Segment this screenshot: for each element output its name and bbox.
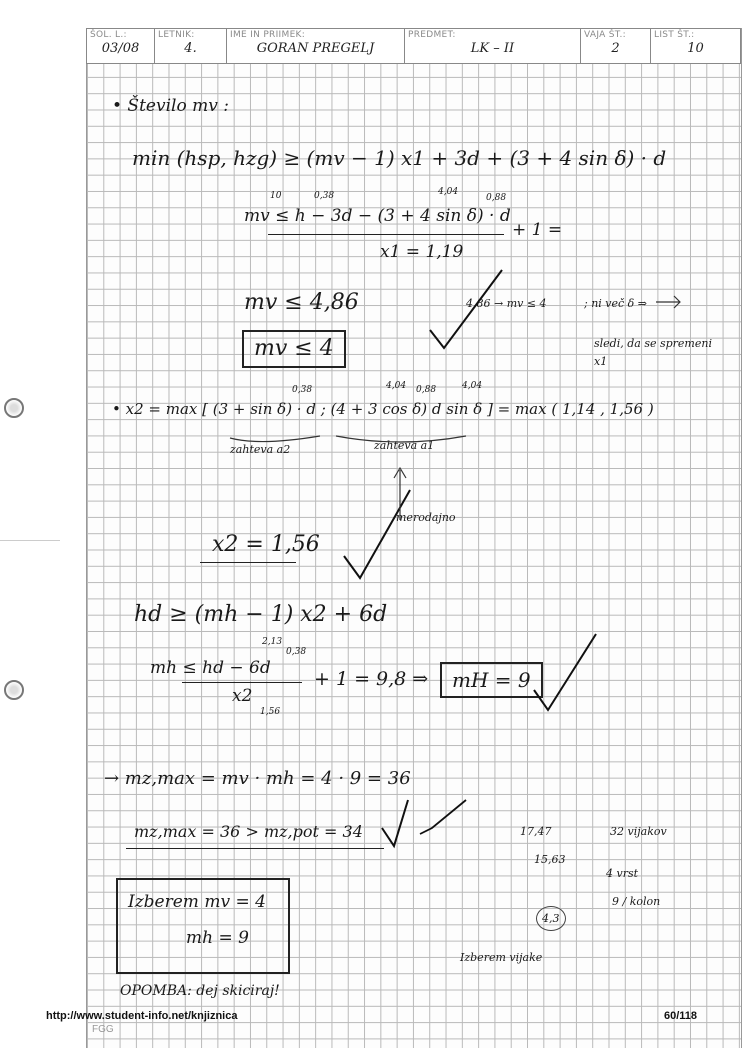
note-mv-side-2: sledi, da se spremeni — [594, 337, 712, 350]
header-value-vaja: 2 — [611, 41, 620, 56]
note-choose-bolts: Izberem vijake — [460, 951, 543, 964]
note-heading-mv: • Število mv : — [112, 96, 229, 116]
header-label-predmet: PREDMET: — [408, 30, 456, 40]
note-mv-side-3: x1 — [594, 355, 608, 368]
header-cell-list — [651, 29, 741, 64]
header-label-list: LIST ŠT.: — [654, 30, 695, 40]
note-rows: 4 vrst — [606, 867, 639, 880]
note-x2-governing: merodajno — [396, 511, 456, 524]
note-sup-1: 10 — [270, 191, 282, 201]
note-x2-requirement-a1: zahteva a1 — [374, 439, 435, 452]
header-label-ime: IME IN PRIIMEK: — [230, 30, 306, 40]
note-selection-mv: Izberem mv = 4 — [128, 892, 266, 912]
fold-mark — [0, 540, 60, 541]
form-header — [86, 28, 741, 64]
footer-org: FGG — [92, 1024, 114, 1035]
boxed-selection — [116, 878, 290, 974]
note-x2-sup-3: 0,88 — [416, 385, 437, 395]
note-mh-sup-1: 2,13 — [262, 637, 283, 647]
note-mv-result: mv ≤ 4,86 — [244, 290, 359, 315]
note-inequality-mh: hd ≥ (mh − 1) x2 + 6d — [134, 602, 388, 627]
note-x2-sup-2: 4,04 — [386, 381, 407, 391]
note-x2-max-expression: • x2 = max [ (3 + sin δ) · d ; (4 + 3 cos δ) d sin δ ] = max ( 1,14 , 1,56 ) — [112, 400, 654, 418]
header-cell-predmet — [405, 29, 581, 64]
underline-x2 — [200, 562, 296, 563]
header-cell-vaja — [581, 29, 651, 64]
note-remark: OPOMBA: dej skiciraj! — [120, 983, 280, 999]
note-columns: 9 / kolon — [612, 895, 661, 908]
note-x2-requirement-a2: zahteva a2 — [230, 443, 291, 456]
note-side-value-2: 15,63 — [534, 853, 566, 866]
fraction-bar-1 — [268, 234, 504, 235]
note-sup-3: 4,04 — [438, 187, 459, 197]
note-mh-denominator: x2 — [232, 686, 253, 706]
note-x2-sup-4: 4,04 — [462, 381, 483, 391]
note-selection-mh: mh = 9 — [186, 928, 249, 948]
note-x1-value: x1 = 1,19 — [380, 242, 464, 262]
footer-url[interactable]: http://www.student-info.net/knjiznica — [46, 1010, 238, 1022]
header-value-letnik: 4. — [184, 41, 197, 56]
note-x2-sup-1: 0,38 — [292, 385, 313, 395]
note-mh-denominator-value: 1,56 — [260, 707, 281, 717]
footer-page-number: 60/118 — [664, 1010, 698, 1022]
header-value-sol: 03/08 — [101, 41, 140, 56]
header-cell-letnik — [155, 29, 227, 64]
note-mv-fraction-numerator: mv ≤ h − 3d − (3 + 4 sin δ) · d — [244, 206, 511, 226]
header-label-sol: ŠOL. L.: — [90, 30, 127, 40]
underline-mz — [126, 848, 384, 849]
note-mh-fraction-numerator: mh ≤ hd − 6d — [150, 658, 271, 678]
note-bolt-count: 32 vijakov — [610, 825, 667, 838]
header-value-predmet: LK – II — [470, 41, 515, 56]
note-mh-fraction-tail: + 1 = 9,8 ⇒ — [314, 668, 429, 690]
header-value-list: 10 — [687, 41, 704, 56]
fraction-bar-2 — [182, 682, 302, 683]
note-mh-sup-2: 0,38 — [286, 647, 307, 657]
note-mz-max: → mz,max = mv · mh = 4 · 9 = 36 — [104, 768, 411, 789]
punch-hole-bottom — [4, 680, 24, 700]
header-cell-ime — [227, 29, 405, 64]
note-x2-result: x2 = 1,56 — [212, 532, 320, 557]
boxed-mh-result: mH = 9 — [440, 662, 543, 698]
note-sup-4: 0,88 — [486, 193, 507, 203]
note-sup-2: 0,38 — [314, 191, 335, 201]
note-mv-side-1: ; ni več δ ⇒ — [584, 297, 648, 310]
note-side-value-1: 17,47 — [520, 825, 552, 838]
note-mv-arrow: 4,86 → mv ≤ 4 — [466, 297, 547, 310]
boxed-mv-result: mv ≤ 4 — [242, 330, 346, 368]
punch-hole-top — [4, 398, 24, 418]
header-cell-sol — [87, 29, 155, 64]
note-mv-fraction-tail: + 1 = — [512, 220, 563, 240]
note-mz-compare: mz,max = 36 > mz,pot = 34 — [134, 822, 363, 841]
header-label-letnik: LETNIK: — [158, 30, 195, 40]
note-grade-circle: 4,3 — [536, 906, 566, 931]
header-label-vaja: VAJA ŠT.: — [584, 30, 626, 40]
note-inequality-mv: min (hsp, hzg) ≥ (mv − 1) x1 + 3d + (3 + 4 sin δ) · d — [132, 146, 667, 170]
header-value-ime: GORAN PREGELJ — [256, 41, 375, 56]
